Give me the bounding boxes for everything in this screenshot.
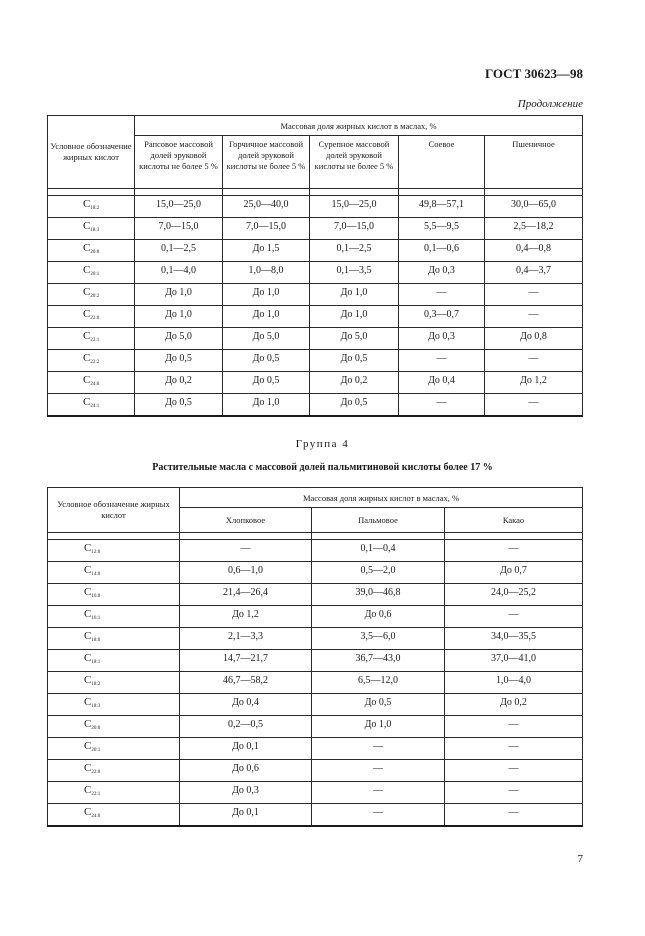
value-cell: До 0,6 [180, 760, 312, 782]
value-cell: 3,5—6,0 [312, 628, 445, 650]
value-cell: 0,1—0,4 [312, 540, 445, 562]
value-cell: — [399, 284, 485, 306]
fatty-acid-code [48, 394, 135, 417]
fatty-acid-index: 22:1 [91, 792, 101, 797]
fatty-acid-index: 16:1 [91, 616, 101, 621]
fatty-acid-index: 24:0 [90, 382, 100, 387]
value-cell: До 0,2 [445, 694, 583, 716]
value-cell: — [180, 540, 312, 562]
fatty-acid-symbol: C [84, 762, 92, 774]
fatty-acid-symbol: C [83, 308, 91, 320]
value-cell: 0,1—3,5 [310, 262, 399, 284]
value-cell: 15,0—25,0 [135, 196, 223, 218]
table-row [48, 394, 583, 417]
value-cell: До 5,0 [223, 328, 310, 350]
fatty-acid-index: 20:2 [90, 294, 100, 299]
fatty-acid-symbol: C [83, 352, 91, 364]
value-cell: — [485, 350, 583, 372]
column-header: Пшеничное [485, 136, 583, 189]
value-cell: До 1,0 [223, 394, 310, 417]
table-row [48, 306, 583, 328]
value-cell: До 0,4 [399, 372, 485, 394]
value-cell: 0,4—3,7 [485, 262, 583, 284]
fatty-acid-index: 22:2 [90, 360, 100, 365]
fatty-acid-symbol: C [83, 220, 91, 232]
group-title: Группа 4 [295, 438, 350, 450]
value-cell: До 0,5 [135, 350, 223, 372]
table-row [48, 218, 583, 240]
value-cell: До 0,5 [223, 372, 310, 394]
value-cell: 0,1—0,6 [399, 240, 485, 262]
fatty-acid-symbol: C [83, 264, 91, 276]
value-cell: До 0,2 [135, 372, 223, 394]
value-cell: 0,3—0,7 [399, 306, 485, 328]
value-cell: 6,5—12,0 [312, 672, 445, 694]
row-header: Условное обозначение жирных кислот [48, 116, 135, 189]
value-cell: До 0,1 [180, 804, 312, 827]
fatty-acid-symbol: C [84, 564, 92, 576]
fatty-acid-symbol: C [83, 242, 91, 254]
fatty-acid-index: 24:0 [91, 814, 101, 819]
value-cell: 0,1—2,5 [135, 240, 223, 262]
continuation-label: Продолжение [517, 98, 583, 110]
value-cell: 0,1—2,5 [310, 240, 399, 262]
fatty-acid-code [48, 694, 180, 716]
value-cell: 1,0—4,0 [445, 672, 583, 694]
fatty-acid-code [48, 284, 135, 306]
table-row [48, 606, 583, 628]
table-body [48, 189, 583, 417]
table-row [48, 782, 583, 804]
value-cell: 1,0—8,0 [223, 262, 310, 284]
fatty-acid-index: 18:2 [91, 682, 101, 687]
fatty-acid-index: 22:0 [90, 316, 100, 321]
fatty-acid-symbol: C [84, 718, 92, 730]
value-cell: 7,0—15,0 [310, 218, 399, 240]
fatty-acid-symbol: C [84, 586, 92, 598]
table-row [48, 328, 583, 350]
fatty-acid-symbol: C [83, 396, 91, 408]
value-cell: 0,6—1,0 [180, 562, 312, 584]
fatty-acid-index: 20:0 [91, 726, 101, 731]
value-cell: До 0,1 [180, 738, 312, 760]
fatty-acid-symbol: C [84, 696, 92, 708]
fatty-acid-code [48, 650, 180, 672]
value-cell: До 1,0 [135, 284, 223, 306]
value-cell: До 0,3 [399, 328, 485, 350]
value-cell: До 1,0 [312, 716, 445, 738]
fatty-acid-symbol: C [83, 198, 91, 210]
table-row [48, 738, 583, 760]
value-cell: До 0,3 [399, 262, 485, 284]
value-cell: — [485, 394, 583, 417]
fatty-acid-code [48, 372, 135, 394]
fatty-acid-code [48, 716, 180, 738]
table-row [48, 240, 583, 262]
fatty-acid-symbol: C [83, 330, 91, 342]
value-cell: — [312, 760, 445, 782]
value-cell: — [485, 306, 583, 328]
value-cell: До 0,5 [310, 350, 399, 372]
table-row [48, 804, 583, 827]
fatty-acid-symbol: C [84, 630, 92, 642]
fatty-acid-index: 18:2 [90, 206, 100, 211]
fatty-acid-code [48, 738, 180, 760]
fatty-acid-symbol: C [84, 608, 92, 620]
value-cell: 30,0—65,0 [485, 196, 583, 218]
table-row [48, 672, 583, 694]
fatty-acid-index: 22:0 [91, 770, 101, 775]
table-body [48, 533, 583, 827]
value-cell: До 0,5 [310, 394, 399, 417]
fatty-acid-symbol: C [84, 806, 92, 818]
value-cell: До 0,7 [445, 562, 583, 584]
fatty-acid-index: 22:1 [90, 338, 100, 343]
column-header: Соевое [399, 136, 485, 189]
palmitic-oils-table [47, 487, 583, 827]
value-cell: 24,0—25,2 [445, 584, 583, 606]
value-cell: — [445, 540, 583, 562]
value-cell: — [445, 716, 583, 738]
document-code: ГОСТ 30623—98 [484, 66, 583, 81]
table-row [48, 540, 583, 562]
value-cell: До 1,0 [223, 306, 310, 328]
table-row [48, 284, 583, 306]
column-header: Какао [445, 508, 583, 533]
value-cell: До 1,5 [223, 240, 310, 262]
value-cell: — [445, 804, 583, 827]
fatty-acids-table-continued [47, 115, 583, 417]
value-cell: 2,1—3,3 [180, 628, 312, 650]
value-cell: 0,2—0,5 [180, 716, 312, 738]
value-cell: 34,0—35,5 [445, 628, 583, 650]
fatty-acid-code [48, 196, 135, 218]
value-cell: До 1,0 [223, 284, 310, 306]
value-cell: — [312, 738, 445, 760]
value-cell: 46,7—58,2 [180, 672, 312, 694]
value-cell: До 0,6 [312, 606, 445, 628]
fatty-acid-code [48, 328, 135, 350]
value-cell: До 0,5 [312, 694, 445, 716]
fatty-acid-index: 12:0 [91, 550, 101, 555]
value-cell: До 1,2 [485, 372, 583, 394]
table-row [48, 562, 583, 584]
value-cell: 39,0—46,8 [312, 584, 445, 606]
table-row [48, 350, 583, 372]
fatty-acid-index: 18:0 [91, 638, 101, 643]
column-header: Рапсовое массовой долей эруковой кислоты не более 5 % [135, 136, 223, 189]
table-row [48, 584, 583, 606]
fatty-acid-index: 18:3 [90, 228, 100, 233]
fatty-acid-code [48, 804, 180, 827]
fatty-acid-symbol: C [84, 740, 92, 752]
value-cell: 15,0—25,0 [310, 196, 399, 218]
value-cell: 7,0—15,0 [135, 218, 223, 240]
value-cell: — [485, 284, 583, 306]
fatty-acid-symbol: C [84, 784, 92, 796]
fatty-acid-code [48, 584, 180, 606]
fatty-acid-symbol: C [84, 542, 92, 554]
column-header: Пальмовое [312, 508, 445, 533]
fatty-acid-index: 24:1 [90, 404, 100, 409]
fatty-acid-code [48, 672, 180, 694]
value-cell: 0,5—2,0 [312, 562, 445, 584]
fatty-acid-code [48, 540, 180, 562]
table-row [48, 628, 583, 650]
group-header: Массовая доля жирных кислот в маслах, % [180, 488, 583, 508]
value-cell: — [445, 782, 583, 804]
value-cell: 21,4—26,4 [180, 584, 312, 606]
fatty-acid-code [48, 350, 135, 372]
fatty-acid-code [48, 606, 180, 628]
table-row [48, 372, 583, 394]
fatty-acid-code [48, 218, 135, 240]
table-row [48, 650, 583, 672]
value-cell: 0,4—0,8 [485, 240, 583, 262]
fatty-acid-code [48, 262, 135, 284]
fatty-acid-index: 14:0 [91, 572, 101, 577]
fatty-acid-code [48, 306, 135, 328]
fatty-acid-code [48, 240, 135, 262]
row-header: Условное обозначение жирных кислот [48, 488, 180, 533]
fatty-acid-index: 16:0 [91, 594, 101, 599]
value-cell: 36,7—43,0 [312, 650, 445, 672]
value-cell: — [445, 760, 583, 782]
table-row [48, 694, 583, 716]
value-cell: — [445, 738, 583, 760]
value-cell: — [399, 350, 485, 372]
value-cell: До 0,5 [223, 350, 310, 372]
column-header: Сурепное массовой долей эруковой кислоты не более 5 % [310, 136, 399, 189]
value-cell: — [312, 804, 445, 827]
fatty-acid-code [48, 782, 180, 804]
table-row [48, 760, 583, 782]
value-cell: — [445, 606, 583, 628]
value-cell: 7,0—15,0 [223, 218, 310, 240]
value-cell: До 1,2 [180, 606, 312, 628]
value-cell: До 0,5 [135, 394, 223, 417]
value-cell: До 5,0 [310, 328, 399, 350]
value-cell: 37,0—41,0 [445, 650, 583, 672]
fatty-acid-code [48, 760, 180, 782]
value-cell: — [312, 782, 445, 804]
value-cell: 49,8—57,1 [399, 196, 485, 218]
value-cell: До 0,8 [485, 328, 583, 350]
column-header: Горчичное массовой долей эруковой кислоты не более 5 % [223, 136, 310, 189]
value-cell: 0,1—4,0 [135, 262, 223, 284]
fatty-acid-code [48, 628, 180, 650]
fatty-acid-index: 20:0 [90, 250, 100, 255]
fatty-acid-index: 20:1 [90, 272, 100, 277]
value-cell: 14,7—21,7 [180, 650, 312, 672]
fatty-acid-symbol: C [84, 652, 92, 664]
value-cell: 25,0—40,0 [223, 196, 310, 218]
fatty-acid-code [48, 562, 180, 584]
fatty-acid-index: 18:1 [91, 660, 101, 665]
fatty-acid-symbol: C [83, 286, 91, 298]
table-title: Растительные масла с массовой долей пальмитиновой кислоты более 17 % [152, 462, 493, 473]
value-cell: До 0,4 [180, 694, 312, 716]
value-cell: До 1,0 [310, 284, 399, 306]
fatty-acid-symbol: C [84, 674, 92, 686]
value-cell: 2,5—18,2 [485, 218, 583, 240]
value-cell: 5,5—9,5 [399, 218, 485, 240]
table-row [48, 262, 583, 284]
value-cell: До 0,2 [310, 372, 399, 394]
group-header: Массовая доля жирных кислот в маслах, % [135, 116, 583, 136]
value-cell: До 1,0 [310, 306, 399, 328]
table-row [48, 716, 583, 738]
column-header: Хлопковое [180, 508, 312, 533]
fatty-acid-symbol: C [83, 374, 91, 386]
value-cell: До 0,3 [180, 782, 312, 804]
value-cell: — [399, 394, 485, 417]
value-cell: До 5,0 [135, 328, 223, 350]
table-row [48, 196, 583, 218]
value-cell: До 1,0 [135, 306, 223, 328]
page-number: 7 [577, 853, 583, 865]
fatty-acid-index: 18:3 [91, 704, 101, 709]
fatty-acid-index: 20:1 [91, 748, 101, 753]
